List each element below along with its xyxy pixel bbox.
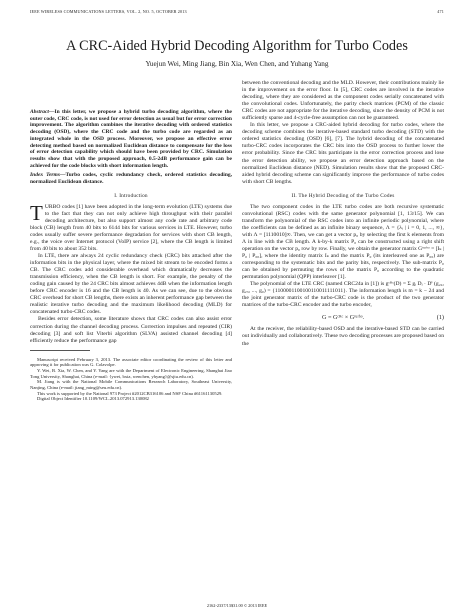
right-paragraph-4: The polynomial of the LTE CRC (named CRC24a in [1]) is gᶜᴿᶜ(D) = Σ gᵢ Dᵢ · Dⁱ (g₂₄, g₂₃, ..., g₀) = {1100001100100110011111011}. The information length is m = k − 24 and the joint generator matrix of the turbo-CRC code is the product of the two generator matrices of the turbo-CRC encoder and the turbo encoder,	[242, 281, 444, 309]
right-paragraph-3: The two component codes in the LTE turbo codes are both recursive systematic convolutional (RSC) codes with the same generator polynomial [1, 13/15]. We can transform the polynomial of the RSC codes into an infinite periodic polynomial, where the coefficients can be defined as an infinite binary sequence, Λ = {λᵢ | i = 0, 1, ..., ∞}, with Λ = [1110010]∞. Then, we can get a vector p₀ by selecting the first k elements from Λ in line with the CB length. A k-by-k matrix P₀ can be constructed using a right shift operation on the vector p₀ row by row. Finally, we obtain the generator matrix Gᵗᵘʳᵇᵒ = [Iₖ | P₀ | P₀₀], where the identity matrix Iₖ and the matrix P₀ (its interleaved one as P₀₀) are corresponding to the systematic bits and the parity bits, respectively. The sub-matrix P₀ can be obtained by permuting the rows of the matrix P₀ according to the quadratic permutation polynomial (QPP) interleaver [1].	[242, 203, 444, 281]
left-column	[30, 80, 232, 402]
right-paragraph-5: At the receiver, the reliability-based OSD and the iterative-based STD can be carried out individually and collaboratively. These two decoding processes are proposed based on the	[242, 326, 444, 347]
footnote-funding: This work is supported by the National 973 Project #2012CB316106 and NSF China #61161130529.	[37, 390, 223, 396]
footnote-affiliation-2: M. Jiang is with the National Mobile Communications Research Laboratory, Southeast University, Nanjing, China (e-mail: jiang_ming@seu.edu.cn).	[30, 379, 232, 391]
page-number: 471	[437, 9, 444, 14]
author-list: Yuejun Wei, Ming Jiang, Bin Xia, Wen Chen, and Yuhang Yang	[145, 60, 329, 68]
right-paragraph-1: between the conventional decoding and the MLD. However, their contributions mainly lie in the improvement on the error floor. In [5], CRC codes are involved in the iterative decoding, where they are considered as the component codes serially concatenated with the convolutional codes. Unfortunately, the parity check matrices (PCM) of the classic CRC codes are not appropriate for the iterative decoding, since the density of PCM is not sufficiently sparse and 4-cycle-free assumption can not be guaranteed.	[242, 80, 444, 122]
section-heading-introduction: I. Introduction	[114, 192, 148, 199]
intro-paragraph-1	[30, 200, 232, 253]
abstract-label: Abstract	[30, 109, 49, 115]
running-header: IEEE WIRELESS COMMUNICATIONS LETTERS, VOL. 2, NO. 5, OCTOBER 2013	[30, 9, 187, 14]
intro-paragraph-2: In LTE, there are always 24 cyclic redundancy check (CRC) bits attached after the information bits in the physical layer, where the mixed bit stream to be encoded forms a CB. The CRC codes add considerable overhead which dramatically decreases the transmission efficiency, when the CB length is short. For example, the penalty of the coding gain caused by the 24 CRC bits almost achieves 4dB when the information length before CRC encoder is 16 and the CB length is 40. As we can see, due to the obvious CRC overhead for short CB lengths, there exists an inherent performance gap between the realistic iterative turbo decoding and the maximum likelihood decoding (MLD) for concatenated turbo-CRC codes.	[30, 253, 232, 316]
index-terms	[30, 172, 232, 185]
right-column	[242, 80, 444, 348]
abstract	[30, 109, 232, 169]
abstract-text: —In this letter, we propose a hybrid turbo decoding algorithm, where the outer code, CRC code, is not used for error detection as usual but for error correction improvement. The algorithm combines the iterative decoding with ordered statistics decoding (OSD), where the CRC code and the turbo code are regarded as an integrated whole in the OSD process. Moreover, we propose an effective error detecting method based on normalized Euclidean distance to compensate for the loss of error detection capability which should have been provided by CRC. Simulation results show that with the proposed approach, 0.5-2dB performance gain can be achieved for the code blocks with short information length.	[30, 109, 232, 169]
footnote-affiliation-1: Y. Wei, B. Xia, W. Chen, and Y. Yang are with the Department of Electronic Engineering, Shanghai Jiao Tong University, Shanghai, China (e-mail: {ywei, bxia, wenchen, yhyang}@sjtu.edu.cn).	[30, 368, 232, 379]
paper-title: A CRC-Aided Hybrid Decoding Algorithm for Turbo Codes	[66, 38, 408, 54]
intro-paragraph-1-text: URBO codes [1] have been adopted in the long-term evolution (LTE) systems due to the fact that they can not only achieve high throughput with their parallel decoding architecture, but also support almost any code rate and arbitrary code block (CB) length from 40 bits to 6144 bits for various services in LTE. However, turbo codes usually suffer severe performance degradation for services with short CB length, e.g., the voice over Internet protocol (VoIP) service [2], where the CB length is limited from 40 bits to about 352 bits.	[30, 203, 232, 253]
right-paragraph-2: In this letter, we propose a CRC-aided hybrid decoding for turbo codes, where the decoding scheme combines the iterative-based standard turbo decoding (STD) with the ordered statistics decoding (OSD) [6], [7]. The hybrid decoding of the concatenated turbo-CRC codes incorporates the CRC bits into the OSD process to further lower the error probability. Since the CRC bits participate in the error correction process and lose the error detection ability, we propose an error detection approach based on the normalized Euclidean distance (NED). Simulation results show that the proposed CRC-aided hybrid decoding scheme can significantly improve the performance of turbo codes with short CB lengths.	[242, 122, 444, 185]
equation-1-number: (1)	[436, 314, 444, 322]
drop-cap: T	[30, 200, 43, 225]
index-terms-text: —Turbo codes, cyclic redundancy check, ordered statistics decoding, normalized Euclidean distance.	[30, 172, 232, 186]
equation-1	[242, 314, 444, 321]
copyright-line: 2162-2337/13$31.00 © 2013 IEEE	[206, 603, 268, 608]
section-heading-hybrid-decoding: II. The Hybrid Decoding of the Turbo Codes	[291, 192, 395, 199]
footnote-doi: Digital Object Identifier 10.1109/WCL.2013.072913.130082	[37, 396, 149, 402]
footnote-manuscript: Manuscript received February 3, 2013. The associate editor coordinating the review of this letter and approving it for publication was G. Colavolpe.	[30, 356, 232, 368]
footnote-separator	[30, 350, 90, 351]
footnotes	[30, 357, 232, 403]
index-terms-label: Index Terms	[30, 172, 60, 179]
intro-paragraph-3: Besides error detection, some literature shows that CRC codes can also assist error correction during the channel decoding process. Correction impulses and repeated (CIR) decoding [3] and soft list Viterbi algorithm (SLVA) assisted channel decoding [4] efficiently reduce the performance gap	[30, 316, 232, 344]
equation-1-body: G = Gᶜᴿᶜ × Gᵗᵘʳᵇᵒ.	[321, 314, 365, 322]
